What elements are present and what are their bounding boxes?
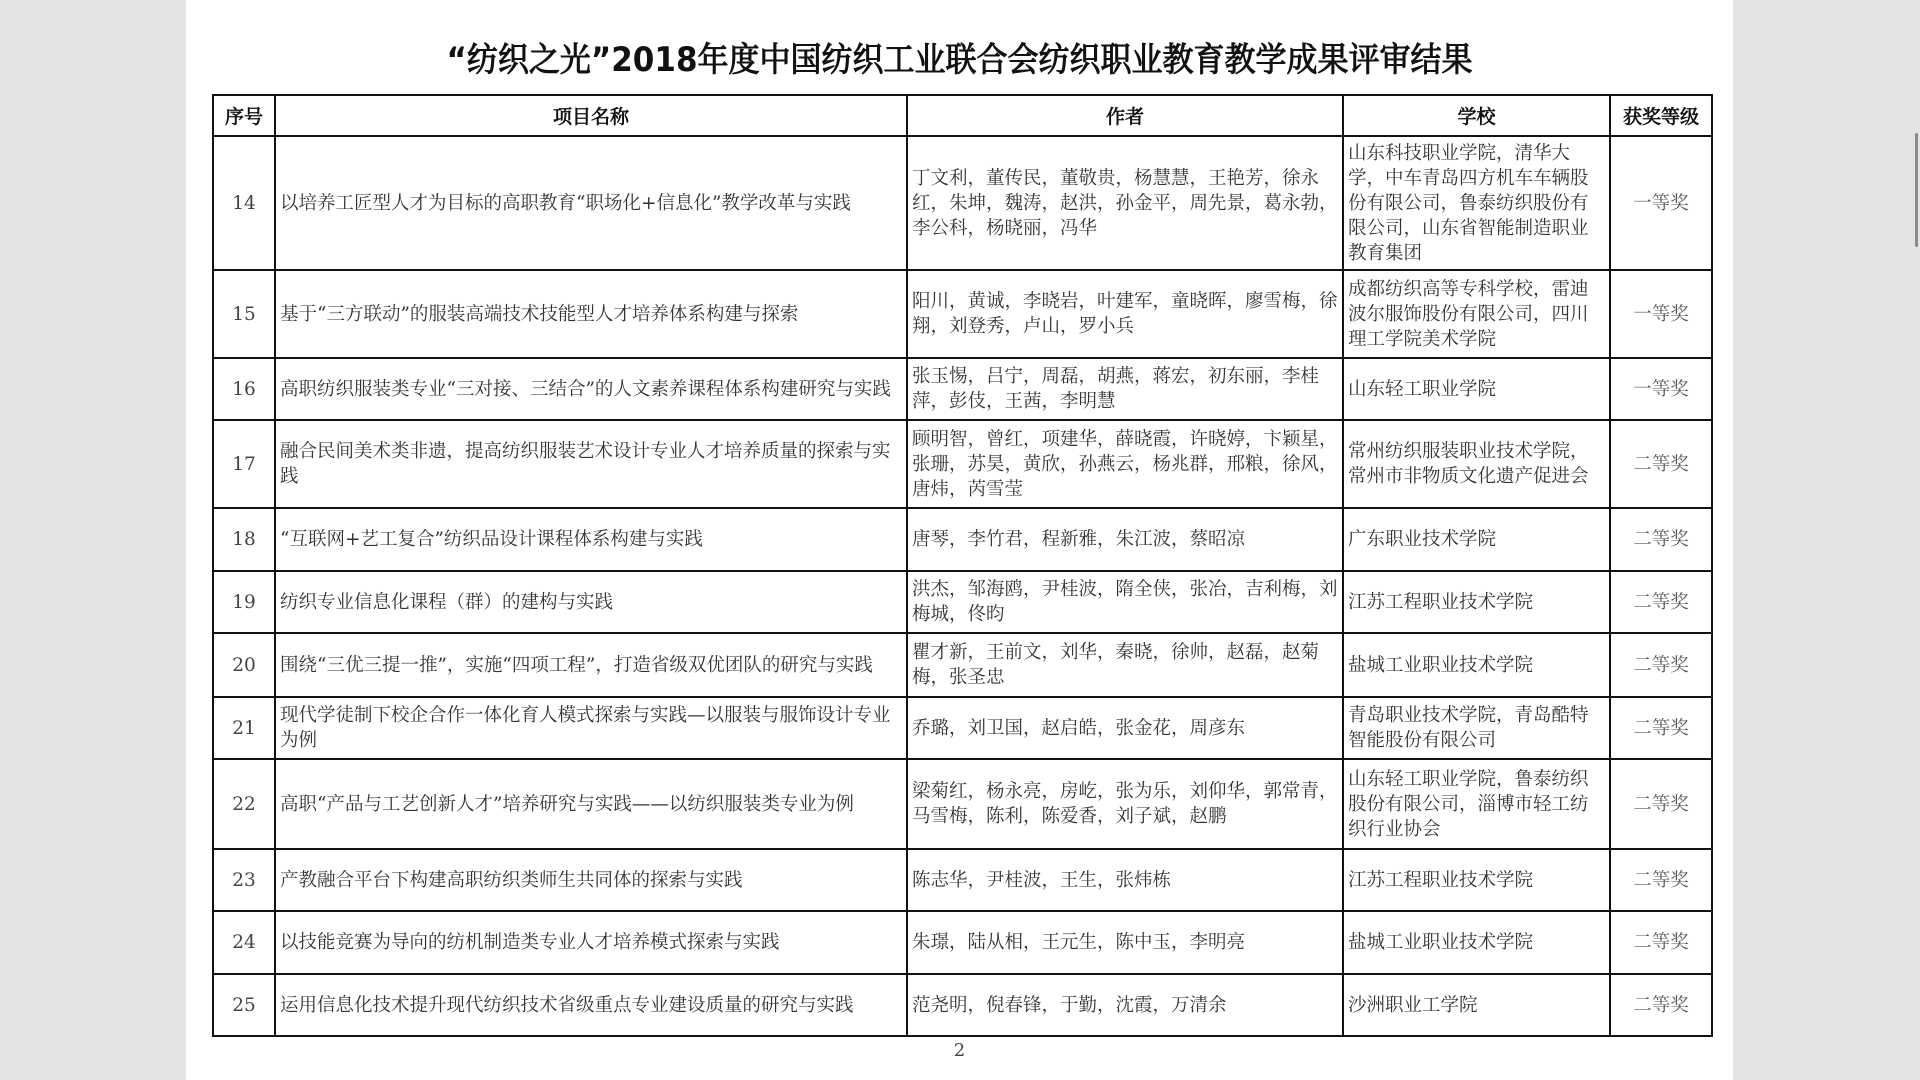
- cell-project: 以技能竞赛为导向的纺机制造类专业人才培养模式探索与实践: [275, 911, 907, 974]
- cell-no: 18: [213, 508, 275, 571]
- cell-award: 二等奖: [1610, 974, 1712, 1036]
- cell-school: 常州纺织服装职业技术学院，常州市非物质文化遗产促进会: [1343, 420, 1610, 508]
- cell-project: 运用信息化技术提升现代纺织技术省级重点专业建设质量的研究与实践: [275, 974, 907, 1036]
- table-row: [213, 508, 1712, 571]
- cell-award: 二等奖: [1610, 911, 1712, 974]
- cell-project: 围绕“三优三提一推”，实施“四项工程”，打造省级双优团队的研究与实践: [275, 633, 907, 697]
- cell-project: 以培养工匠型人才为目标的高职教育“职场化+信息化”教学改革与实践: [275, 136, 907, 270]
- cell-award: 二等奖: [1610, 633, 1712, 697]
- cell-no: 20: [213, 633, 275, 697]
- table-row: [213, 633, 1712, 697]
- cell-school: 山东轻工职业学院，鲁泰纺织股份有限公司，淄博市轻工纺织行业协会: [1343, 759, 1610, 849]
- table-row: [213, 270, 1712, 358]
- table-row: [213, 974, 1712, 1036]
- table-row: [213, 136, 1712, 270]
- cell-school: 广东职业技术学院: [1343, 508, 1610, 571]
- page-number: 2: [953, 1040, 966, 1061]
- table-row: [213, 358, 1712, 420]
- cell-no: 23: [213, 849, 275, 911]
- cell-award: 二等奖: [1610, 508, 1712, 571]
- cell-school: 沙洲职业工学院: [1343, 974, 1610, 1036]
- cell-project: “互联网+艺工复合”纺织品设计课程体系构建与实践: [275, 508, 907, 571]
- cell-authors: 范尧明，倪春锋，于勤，沈霞，万清余: [907, 974, 1343, 1036]
- cell-project: 高职纺织服装类专业“三对接、三结合”的人文素养课程体系构建研究与实践: [275, 358, 907, 420]
- table-row: [213, 911, 1712, 974]
- header-authors: 作者: [907, 95, 1343, 136]
- cell-no: 19: [213, 571, 275, 633]
- cell-project: 现代学徒制下校企合作一体化育人模式探索与实践—以服装与服饰设计专业为例: [275, 697, 907, 759]
- header-no: 序号: [213, 95, 275, 136]
- table-body: [213, 136, 1712, 1036]
- cell-school: 山东轻工职业学院: [1343, 358, 1610, 420]
- cell-no: 24: [213, 911, 275, 974]
- cell-award: 二等奖: [1610, 420, 1712, 508]
- cell-award: 一等奖: [1610, 136, 1712, 270]
- cell-authors: 张玉惕，吕宁，周磊，胡燕，蒋宏，初东丽，李桂萍，彭伎，王茜，李明慧: [907, 358, 1343, 420]
- document-page: [186, 0, 1733, 1080]
- results-table: [212, 94, 1713, 1037]
- cell-no: 22: [213, 759, 275, 849]
- cell-school: 青岛职业技术学院，青岛酷特智能股份有限公司: [1343, 697, 1610, 759]
- cell-no: 14: [213, 136, 275, 270]
- document-title: “纺织之光”2018年度中国纺织工业联合会纺织职业教育教学成果评审结果: [446, 40, 1473, 80]
- cell-authors: 陈志华，尹桂波，王生，张炜栋: [907, 849, 1343, 911]
- cell-authors: 梁菊红，杨永亮，房屹，张为乐，刘仰华，郭常青，马雪梅，陈利，陈爱香，刘子斌，赵鹏: [907, 759, 1343, 849]
- cell-no: 16: [213, 358, 275, 420]
- header-school: 学校: [1343, 95, 1610, 136]
- cell-school: 成都纺织高等专科学校，雷迪波尔服饰股份有限公司，四川理工学院美术学院: [1343, 270, 1610, 358]
- table-row: [213, 697, 1712, 759]
- cell-no: 25: [213, 974, 275, 1036]
- cell-authors: 乔璐，刘卫国，赵启皓，张金花，周彦东: [907, 697, 1343, 759]
- table-row: [213, 571, 1712, 633]
- table-row: [213, 759, 1712, 849]
- cell-project: 融合民间美术类非遗，提高纺织服装艺术设计专业人才培养质量的探索与实践: [275, 420, 907, 508]
- cell-school: 江苏工程职业技术学院: [1343, 849, 1610, 911]
- cell-project: 基于“三方联动”的服装高端技术技能型人才培养体系构建与探索: [275, 270, 907, 358]
- cell-no: 15: [213, 270, 275, 358]
- table-row: [213, 849, 1712, 911]
- cell-authors: 丁文利，董传民，董敬贵，杨慧慧，王艳芳，徐永红，朱坤，魏涛，赵洪，孙金平，周先景，葛永勃，李公科，杨晓丽，冯华: [907, 136, 1343, 270]
- header-project: 项目名称: [275, 95, 907, 136]
- cell-no: 21: [213, 697, 275, 759]
- cell-project: 产教融合平台下构建高职纺织类师生共同体的探索与实践: [275, 849, 907, 911]
- cell-award: 二等奖: [1610, 697, 1712, 759]
- table-header-row: [213, 95, 1712, 136]
- vertical-scrollbar[interactable]: [1915, 133, 1918, 247]
- cell-no: 17: [213, 420, 275, 508]
- cell-authors: 顾明智，曾红，项建华，薛晓霞，许晓婷，卞颖星，张珊，苏昊，黄欣，孙燕云，杨兆群，邢粮，徐风，唐炜，芮雪莹: [907, 420, 1343, 508]
- cell-authors: 瞿才新，王前文，刘华，秦晓，徐帅，赵磊，赵菊梅，张圣忠: [907, 633, 1343, 697]
- cell-authors: 唐琴，李竹君，程新雅，朱江波，蔡昭凉: [907, 508, 1343, 571]
- cell-award: 二等奖: [1610, 571, 1712, 633]
- cell-award: 一等奖: [1610, 358, 1712, 420]
- cell-award: 一等奖: [1610, 270, 1712, 358]
- cell-project: 纺织专业信息化课程（群）的建构与实践: [275, 571, 907, 633]
- table-row: [213, 420, 1712, 508]
- cell-school: 山东科技职业学院，清华大学，中车青岛四方机车车辆股份有限公司，鲁泰纺织股份有限公司，山东省智能制造职业教育集团: [1343, 136, 1610, 270]
- cell-authors: 朱璟，陆从相，王元生，陈中玉，李明亮: [907, 911, 1343, 974]
- cell-school: 江苏工程职业技术学院: [1343, 571, 1610, 633]
- cell-school: 盐城工业职业技术学院: [1343, 911, 1610, 974]
- header-award: 获奖等级: [1610, 95, 1712, 136]
- cell-school: 盐城工业职业技术学院: [1343, 633, 1610, 697]
- cell-authors: 阳川，黄诚，李晓岩，叶建军，童晓晖，廖雪梅，徐翔，刘登秀，卢山，罗小兵: [907, 270, 1343, 358]
- cell-award: 二等奖: [1610, 849, 1712, 911]
- cell-award: 二等奖: [1610, 759, 1712, 849]
- cell-project: 高职“产品与工艺创新人才”培养研究与实践——以纺织服装类专业为例: [275, 759, 907, 849]
- cell-authors: 洪杰，邹海鸥，尹桂波，隋全侠，张冶，吉利梅，刘梅城，佟昀: [907, 571, 1343, 633]
